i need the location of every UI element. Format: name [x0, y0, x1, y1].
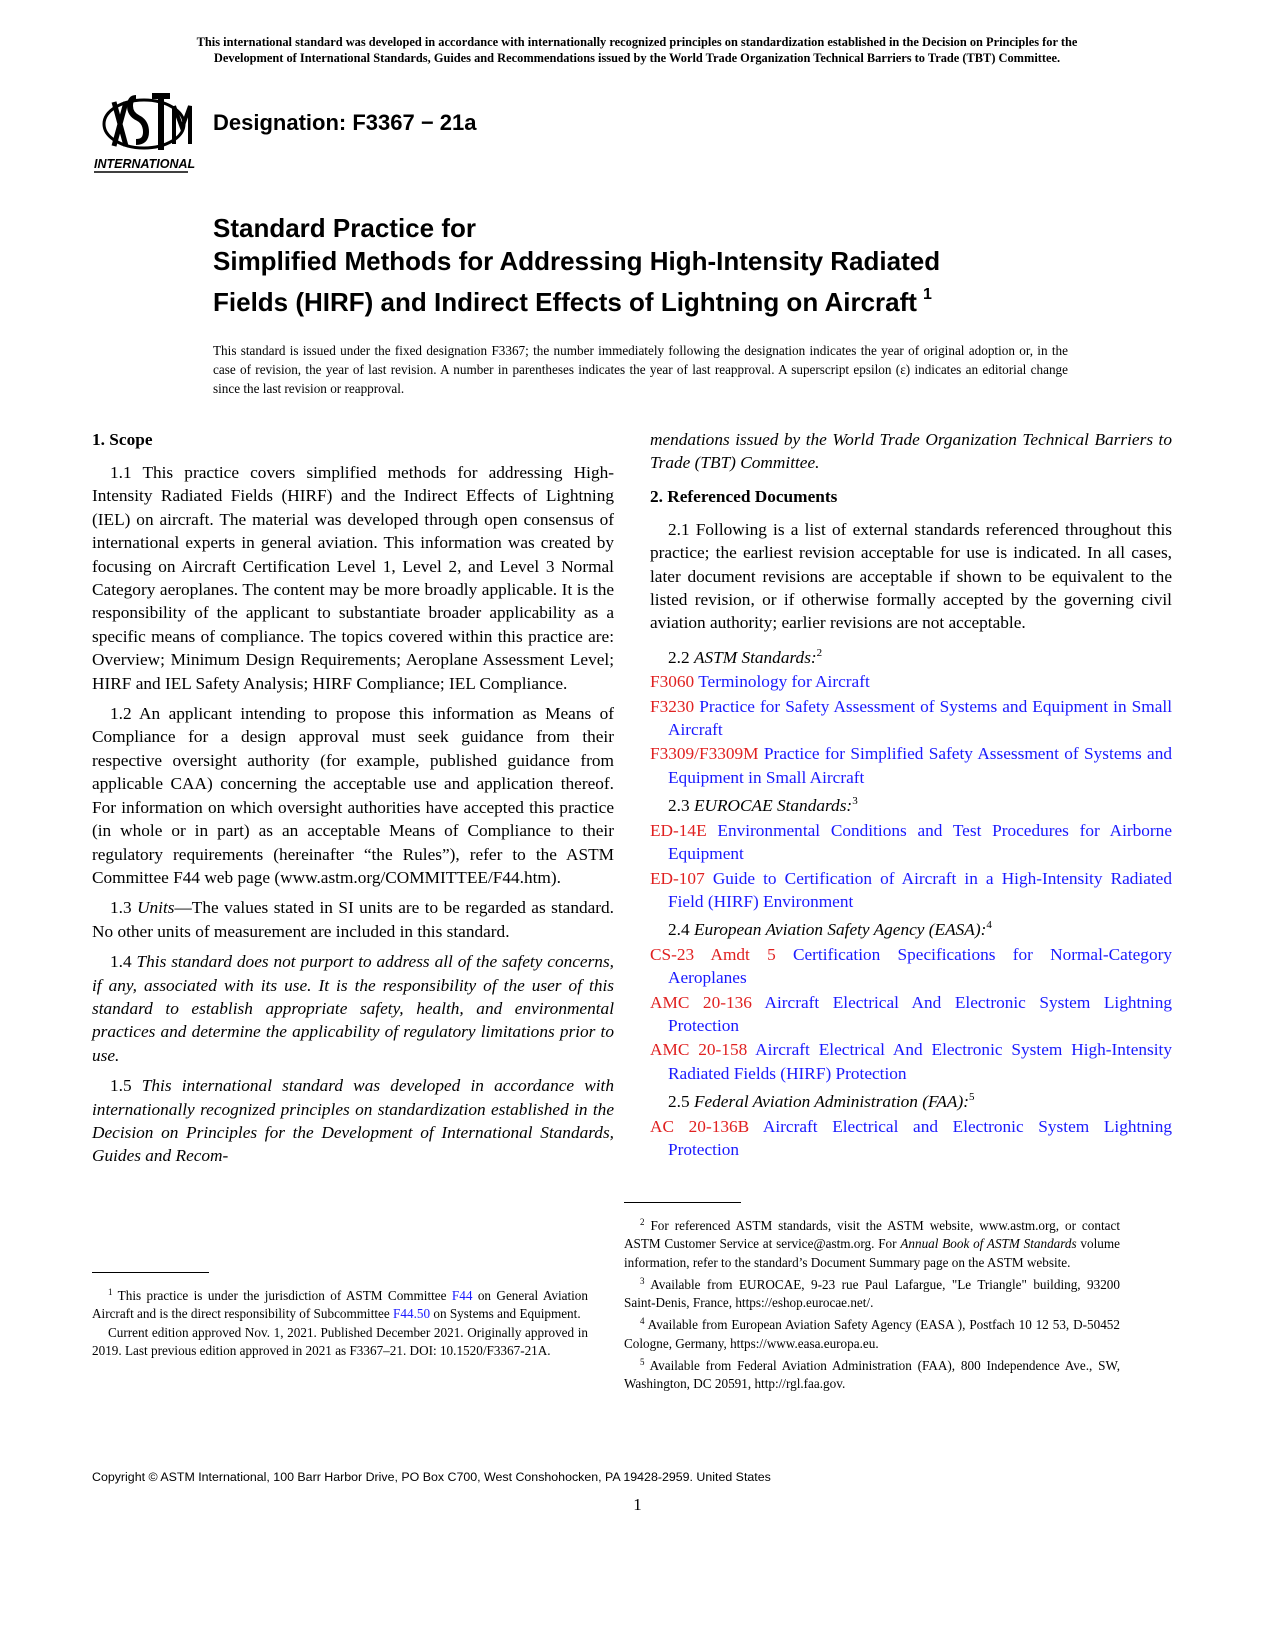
reference-link[interactable] — [650, 670, 1172, 693]
title-line-2: Simplified Methods for Addressing High-Intensity Radiated — [213, 246, 941, 276]
reference-link[interactable] — [650, 819, 1172, 866]
paragraph-2-1: 2.1 Following is a list of external standards referenced throughout this practice; the earliest revision acceptable for use is indicated. In all cases, later document revisions are acceptable if shown to be equivalent to the listed revision, or if otherwise formally accepted by the governing civil aviation authority; earlier revisions are not acceptable. — [650, 519, 1172, 633]
reference-link[interactable] — [650, 1115, 1172, 1162]
reference-code: F3309/F3309M — [650, 744, 759, 764]
footnotes-right — [624, 1213, 1120, 1394]
reference-code: AC 20-136B — [650, 1116, 750, 1136]
reference-code: CS-23 Amdt 5 — [650, 944, 776, 964]
title-footnote-mark: 1 — [922, 286, 932, 303]
copyright-notice: Copyright © ASTM International, 100 Barr Harbor Drive, PO Box C700, West Conshohocken, PA 19428-2959. United States — [92, 1470, 771, 1484]
paragraph-1-3: 1.3 Units—The values stated in SI units are to be regarded as standard. No other units of measurement are included in this standard. — [92, 898, 614, 941]
intro-paragraph: This standard is issued under the fixed designation F3367; the number immediately following the designation indicates the year of original adoption or, in the case of revision, the year of last revision. A number in parentheses indicates the year of last reapproval. A superscript epsilon (ε) indicates an editorial change since the last revision or reapproval. — [213, 343, 1068, 396]
footnote-2: $^2$ For referenced ASTM standards, visit the ASTM website, www.astm.org, or contact ASTM Customer Service at service@astm.org. For Annual Book of ASTM Standards volume information, refer to the standard’s Document Summary page on the ASTM website. — [624, 1217, 1120, 1270]
ref-group-heading: 2.4 European Aviation Safety Agency (EASA):$^4$ — [668, 919, 992, 940]
designation: Designation: F3367 − 21a — [213, 110, 477, 135]
document-title — [213, 212, 1113, 319]
reference-code: F3230 — [650, 696, 695, 716]
reference-link[interactable] — [650, 1038, 1172, 1085]
reference-title: Certification Specifications for Normal-Category Aeroplanes — [668, 944, 1172, 988]
reference-link[interactable] — [650, 742, 1172, 789]
reference-code: AMC 20-158 — [650, 1040, 748, 1060]
footnote-rule-right — [624, 1202, 741, 1203]
referenced-documents-list — [650, 642, 1172, 1162]
title-line-3-text: Fields (HIRF) and Indirect Effects of Lightning on Aircraft — [213, 287, 917, 317]
footnote-1: $^1$ This practice is under the jurisdiction of ASTM Committee F44 on General Aviation Aircraft and is the direct responsibility of Subcommittee F44.50 on Systems and Equipment. — [92, 1287, 588, 1322]
paragraph-1-5: 1.5 This international standard was developed in accordance with internationally recognized principles on standardization established in the Decision on Principles for the Development of International Standards, Guides and Recom- — [92, 1076, 614, 1166]
section-1-heading: 1. Scope — [92, 430, 153, 449]
reference-title: Aircraft Electrical And Electronic System Lightning Protection — [668, 992, 1173, 1035]
reference-link[interactable] — [650, 991, 1172, 1038]
reference-code: AMC 20-136 — [650, 992, 752, 1012]
title-line-3 — [213, 278, 1113, 319]
reference-code: ED-107 — [650, 868, 705, 888]
ref-group-heading: 2.3 EUROCAE Standards:$^3$ — [668, 795, 858, 816]
paragraph-1-2: 1.2 An applicant intending to propose this information as Means of Compliance for a design approval must seek guidance from their respective oversight authority (for example, published guidance from applicable CAA) concerning the acceptable use and application thereof. For information on which oversight authorities have accepted this practice (in whole or in part) as an acceptable Means of Compliance to their regulatory requirements (hereinafter “the Rules”), refer to the ASTM Committee F44 web page (www.astm.org/COMMITTEE/F44.htm). — [92, 704, 614, 887]
reference-title: Aircraft Electrical And Electronic System High-Intensity Radiated Fields (HIRF) Protection — [668, 1040, 1173, 1083]
notice-line-1: This international standard was developed in accordance with internationally recognized principles on standardization established in the Decision on Principles for the — [196, 35, 1078, 49]
logo-text: INTERNATIONAL — [94, 157, 196, 171]
reference-title: Terminology for Aircraft — [698, 672, 870, 692]
paragraph-1-4: 1.4 This standard does not purport to address all of the safety concerns, if any, associated with its use. It is the responsibility of the user of this standard to establish appropriate safety, health, and environmental practices and determine the applicability of regulatory limitations prior to use. — [92, 952, 614, 1065]
title-line-1: Standard Practice for — [213, 213, 476, 243]
footnote-1-edition: Current edition approved Nov. 1, 2021. Published December 2021. Originally approved in 2019. Last previous edition approved in 2021 as F3367–21. DOI: 10.1520/F3367-21A. — [92, 1324, 588, 1358]
astm-logo — [92, 84, 200, 182]
footnote-3: $^3$ Available from EUROCAE, 9-23 rue Paul Lafargue, "Le Triangle" building, 93200 Saint-Denis, France, https://eshop.eurocae.net/. — [624, 1275, 1120, 1311]
reference-title: Environmental Conditions and Test Procedures for Airborne Equipment — [668, 820, 1172, 864]
left-column — [92, 428, 614, 1175]
paragraph-1-5-continued: mendations issued by the World Trade Organization Technical Barriers to Trade (TBT) Committee. — [650, 430, 1172, 473]
ref-group-heading: 2.2 ASTM Standards:$^2$ — [668, 646, 823, 667]
right-column — [650, 428, 1172, 1162]
reference-code: F3060 — [650, 672, 695, 692]
top-notice — [92, 34, 1182, 66]
astm-logo-icon — [92, 84, 200, 182]
reference-title: Practice for Simplified Safety Assessment of Systems and Equipment in Small Aircraft — [668, 744, 1172, 787]
ref-group-heading: 2.5 Federal Aviation Administration (FAA):$^5$ — [668, 1091, 975, 1112]
footnote-4: $^4$ Available from European Aviation Safety Agency (EASA ), Postfach 10 12 53, D-50452 Cologne, Germany, https://www.easa.europa.eu. — [624, 1316, 1120, 1351]
page-number: 1 — [633, 1495, 642, 1514]
reference-title: Practice for Safety Assessment of Systems and Equipment in Small Aircraft — [668, 696, 1173, 740]
reference-link[interactable] — [650, 943, 1172, 990]
paragraph-1-1: 1.1 This practice covers simplified methods for addressing High-Intensity Radiated Fields (HIRF) and the Indirect Effects of Lightning (IEL) on aircraft. The material was developed through open consensus of international experts in general aviation. This information was created by focusing on Aircraft Certification Level 1, Level 2, and Level 3 Normal Category aeroplanes. The content may be more broadly applicable. It is the responsibility of the applicant to substantiate broader applicability as a specific means of compliance. The topics covered within this practice are: Overview; Minimum Design Requirements; Aeroplane Assessment Level; HIRF and IEL Safety Analysis; HIRF Compliance; IEL Compliance. — [92, 463, 614, 693]
subcommittee-f44-50-link[interactable]: F44.50 — [393, 1306, 431, 1322]
reference-title: Guide to Certification of Aircraft in a High-Intensity Radiated Field (HIRF) Environment — [668, 868, 1172, 911]
footnote-rule-left — [92, 1272, 209, 1273]
footnotes-left — [92, 1283, 588, 1360]
section-2-heading: 2. Referenced Documents — [650, 486, 838, 506]
footnote-5: $^5$ Available from Federal Aviation Administration (FAA), 800 Independence Ave., SW, Washington, DC 20591, http://rgl.faa.gov. — [624, 1357, 1120, 1392]
notice-line-2: Development of International Standards, Guides and Recommendations issued by the World Trade Organization Technical Barriers to Trade (TBT) Committee. — [213, 51, 1061, 65]
reference-title: Aircraft Electrical and Electronic System Lightning Protection — [668, 1116, 1173, 1159]
reference-link[interactable] — [650, 695, 1172, 742]
reference-code: ED-14E — [650, 820, 707, 840]
committee-f44-link[interactable]: F44 — [451, 1288, 473, 1303]
reference-link[interactable] — [650, 867, 1172, 914]
